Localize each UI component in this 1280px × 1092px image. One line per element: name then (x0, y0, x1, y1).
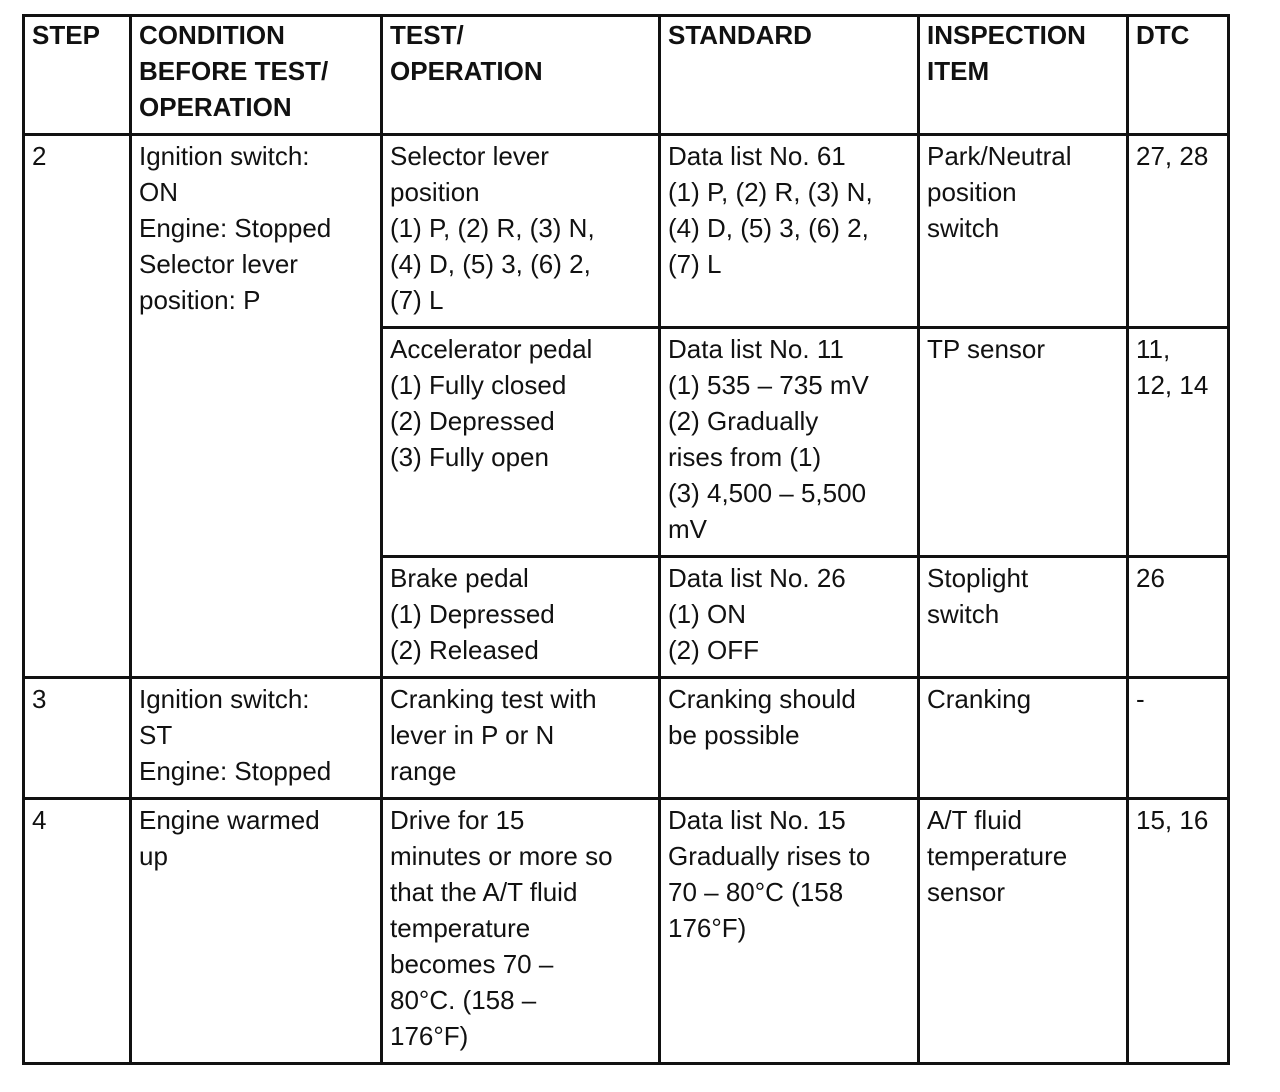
standard-cell: Data list No. 26 (1) ON (2) OFF (660, 557, 919, 678)
test-cell: Drive for 15 minutes or more so that the A/T fluid temperature becomes 70 – 80°C. (158 – 176°F) (382, 799, 660, 1064)
dtc-cell: 27, 28 (1128, 135, 1229, 328)
header-condition: CONDITION BEFORE TEST/ OPERATION (131, 16, 382, 135)
inspection-item-cell: Stoplight switch (919, 557, 1128, 678)
condition-cell: Ignition switch: ON Engine: Stopped Selector lever position: P (131, 135, 382, 678)
table-row (24, 678, 1229, 799)
inspection-table (22, 14, 1230, 1065)
header-standard: STANDARD (660, 16, 919, 135)
inspection-item-cell: A/T fluid temperature sensor (919, 799, 1128, 1064)
dtc-cell: 26 (1128, 557, 1229, 678)
header-dtc: DTC (1128, 16, 1229, 135)
condition-cell: Engine warmed up (131, 799, 382, 1064)
standard-cell: Cranking should be possible (660, 678, 919, 799)
standard-cell: Data list No. 15 Gradually rises to 70 – 80°C (158 176°F) (660, 799, 919, 1064)
test-cell: Accelerator pedal (1) Fully closed (2) Depressed (3) Fully open (382, 328, 660, 557)
inspection-item-cell: Cranking (919, 678, 1128, 799)
test-cell: Selector lever position (1) P, (2) R, (3) N, (4) D, (5) 3, (6) 2, (7) L (382, 135, 660, 328)
table-row (24, 135, 1229, 328)
table-header-row (24, 16, 1229, 135)
header-inspection-item: INSPECTION ITEM (919, 16, 1128, 135)
dtc-cell: 11, 12, 14 (1128, 328, 1229, 557)
inspection-item-cell: TP sensor (919, 328, 1128, 557)
step-cell: 2 (24, 135, 131, 678)
table-row (24, 799, 1229, 1064)
step-cell: 4 (24, 799, 131, 1064)
condition-cell: Ignition switch: ST Engine: Stopped (131, 678, 382, 799)
dtc-cell: 15, 16 (1128, 799, 1229, 1064)
dtc-cell: - (1128, 678, 1229, 799)
inspection-item-cell: Park/Neutral position switch (919, 135, 1128, 328)
header-test-operation: TEST/ OPERATION (382, 16, 660, 135)
test-cell: Cranking test with lever in P or N range (382, 678, 660, 799)
header-step: STEP (24, 16, 131, 135)
standard-cell: Data list No. 61 (1) P, (2) R, (3) N, (4) D, (5) 3, (6) 2, (7) L (660, 135, 919, 328)
standard-cell: Data list No. 11 (1) 535 – 735 mV (2) Gradually rises from (1) (3) 4,500 – 5,500 mV (660, 328, 919, 557)
step-cell: 3 (24, 678, 131, 799)
test-cell: Brake pedal (1) Depressed (2) Released (382, 557, 660, 678)
